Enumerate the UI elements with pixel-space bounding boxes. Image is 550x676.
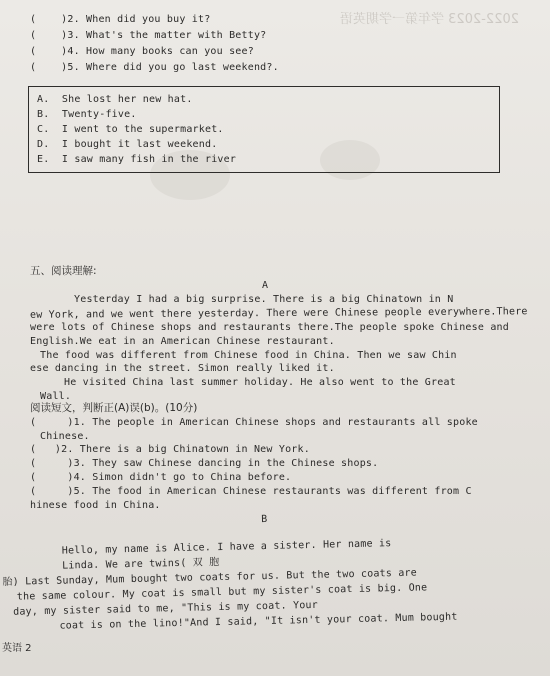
judge-text: )5. The food in American Chinese restaurants was different from C — [67, 486, 472, 497]
judge-text: )3. They saw Chinese dancing in the Chinese shops. — [67, 458, 379, 469]
passage-line: ese dancing in the street. Simon really liked it. — [30, 363, 335, 374]
option-text: Twenty-five. — [61, 109, 137, 120]
answer-paren[interactable]: ( — [30, 417, 37, 428]
question-text: )4. How many books can you see? — [61, 46, 254, 57]
option-letter: B. — [37, 109, 50, 120]
answer-paren[interactable]: ( — [30, 46, 37, 57]
passage-line: Hello, my name is Alice. I have a sister. Her name is — [61, 538, 392, 557]
question-text: )5. Where did you go last weekend?. — [61, 62, 279, 73]
option-text: I bought it last weekend. — [61, 139, 218, 150]
passage-line: 胎) Last Sunday, Mum bought two coats for us. But the two coats are — [2, 567, 418, 588]
judge-text: )1. The people in American Chinese shops and restaurants all spoke — [67, 417, 478, 428]
judge-text: )2. There is a big Chinatown in New York. — [54, 444, 310, 455]
judge-row-continued: hinese food in China. — [30, 500, 161, 511]
passage-line: were lots of Chinese shops and restaurants there.The people spoke Chinese and — [30, 322, 509, 333]
passage-line: the same colour. My coat is small but my sister's coat is big. One — [16, 582, 428, 603]
question-text: )2. When did you buy it? — [61, 14, 211, 25]
passage-line: Yesterday I had a big surprise. There is a big Chinatown in N — [74, 294, 454, 305]
answer-paren[interactable]: ( — [30, 30, 37, 41]
judge-row-continued: Chinese. — [40, 431, 90, 442]
option-letter: E. — [37, 154, 50, 165]
passage-label: A — [262, 280, 269, 291]
answer-paren[interactable]: ( — [30, 486, 37, 497]
answer-paren[interactable]: ( — [30, 444, 37, 455]
page-footer: 英语 2 — [2, 643, 32, 654]
passage-line: Wall. — [40, 391, 72, 402]
option-text: She lost her new hat. — [61, 94, 193, 105]
question-text: )3. What's the matter with Betty? — [61, 30, 267, 41]
option-letter: A. — [37, 94, 50, 105]
passage-line: English.We eat in an American Chinese restaurant. — [30, 336, 335, 347]
answer-paren[interactable]: ( — [30, 62, 37, 73]
option-letter: D. — [37, 139, 50, 150]
passage-label: B — [261, 513, 268, 526]
option-letter: C. — [37, 124, 50, 135]
passage-line: ew York, and we went there yesterday. There were Chinese people everywhere.There — [29, 306, 528, 321]
section-title: 五、阅读理解: — [30, 265, 97, 277]
passage-line: The food was different from Chinese food in China. Then we saw Chin — [40, 350, 457, 361]
bleed-through-header: 2022-2023 学年第一学期英语 — [340, 12, 519, 27]
option-text: I saw many fish in the river — [61, 154, 237, 165]
judge-text: )4. Simon didn't go to China before. — [67, 472, 292, 483]
judge-instruction: 阅读短文，判断正(A)误(b)。(10分) — [30, 402, 198, 414]
passage-line: coat is on the lino!"And I said, "It isn't your coat. Mum bought — [59, 611, 458, 632]
passage-line: He visited China last summer holiday. He also went to the Great — [64, 377, 456, 388]
answer-paren[interactable]: ( — [30, 14, 37, 25]
answer-paren[interactable]: ( — [30, 472, 37, 483]
passage-line: Linda. We are twins( 双 胞 — [62, 557, 220, 572]
answer-paren[interactable]: ( — [30, 458, 37, 469]
option-text: I went to the supermarket. — [61, 124, 224, 135]
passage-line: day, my sister said to me, "This is my coat. Your — [13, 599, 319, 618]
